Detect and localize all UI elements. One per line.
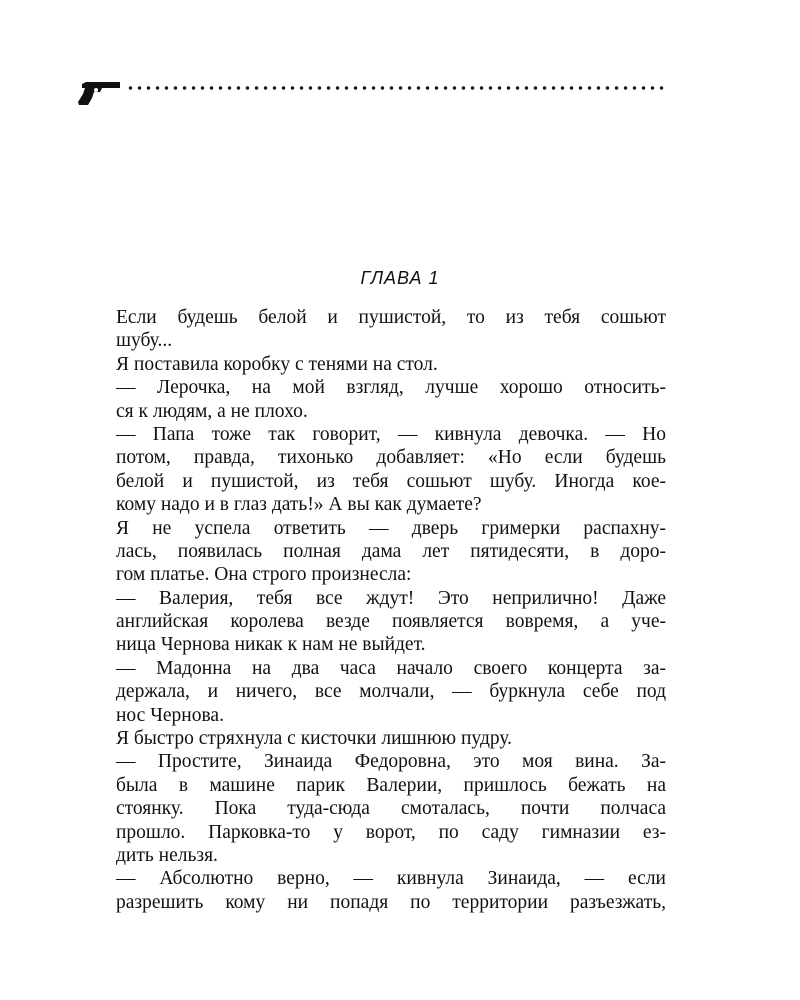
revolver-icon — [76, 78, 122, 106]
text-line: шубу... — [116, 330, 173, 352]
text-line: гом платье. Она строго произнесла: — [116, 564, 412, 586]
text-line: — Папа тоже так говорит, — кивнула девочка. — Но — [116, 423, 666, 445]
text-line: нос Чернова. — [116, 704, 224, 726]
text-line: Если будешь белой и пушистой, то из тебя сошьют — [116, 307, 666, 328]
text-line: Я быстро стряхнула с кисточки лишнюю пудру. — [116, 728, 513, 750]
text-line: Я поставила коробку с тенями на стол. — [116, 353, 438, 375]
text-line: английская королева везде появляется вовремя, а уче- — [116, 611, 666, 633]
text-line: белой и пушистой, из тебя сошьют шубу. Иногда кое- — [116, 470, 666, 492]
text-line: — Лерочка, на мой взгляд, лучше хорошо относить- — [116, 377, 666, 399]
chapter-title: ГЛАВА 1 — [360, 268, 440, 288]
text-line: — Простите, Зинаида Федоровна, это моя вина. За- — [116, 751, 666, 773]
text-line: потом, правда, тихонько добавляет: «Но если будешь — [116, 447, 666, 469]
text-line: ся к людям, а не плохо. — [116, 400, 308, 422]
text-line: кому надо и в глаз дать!» А вы как думаете? — [116, 494, 482, 516]
chapter-text — [116, 306, 666, 914]
text-line: стоянку. Пока туда-сюда смоталась, почти полчаса — [116, 798, 666, 820]
text-line: держала, и ничего, все молчали, — буркнула себе под — [116, 681, 666, 703]
text-line: разрешить кому ни попадя по территории разъезжать, — [116, 891, 666, 913]
text-line: — Мадонна на два часа начало своего концерта за- — [116, 657, 666, 679]
header-ornament — [76, 72, 668, 108]
text-line: лась, появилась полная дама лет пятидесяти, в доро- — [116, 540, 666, 562]
text-line: прошло. Парковка-то у ворот, по саду гимназии ез- — [116, 821, 666, 843]
text-line: ница Чернова никак к нам не выйдет. — [116, 634, 426, 656]
text-line: Я не успела ответить — дверь гримерки распахну- — [116, 517, 666, 539]
text-line: — Абсолютно верно, — кивнула Зинаида, — если — [116, 868, 666, 890]
text-line: была в машине парик Валерии, пришлось бежать на — [116, 774, 666, 796]
text-line: — Валерия, тебя все ждут! Это неприлично! Даже — [116, 587, 666, 609]
dotted-rule — [126, 85, 668, 91]
text-line: дить нельзя. — [116, 844, 218, 866]
